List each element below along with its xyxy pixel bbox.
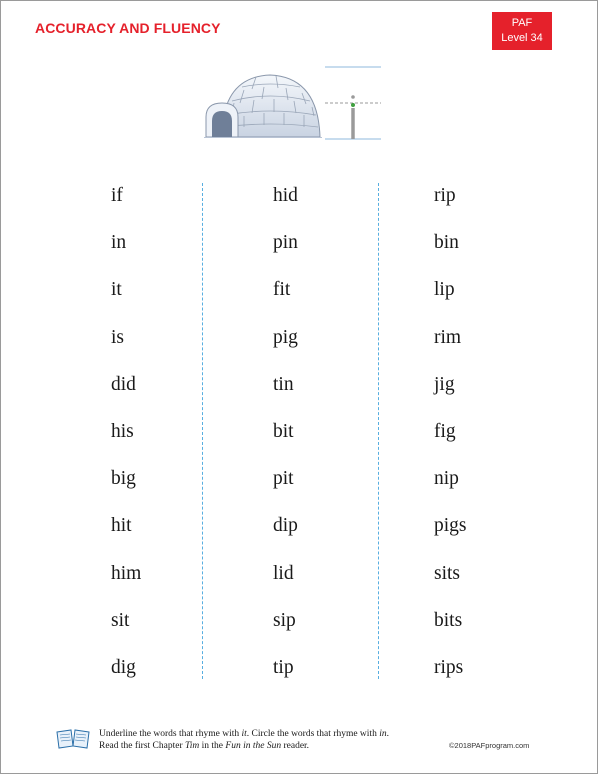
instruction-line-1: Underline the words that rhyme with it. Circle the words that rhyme with in.: [99, 729, 389, 739]
igloo-icon: [204, 63, 324, 143]
word: bits: [434, 609, 463, 631]
word: bit: [273, 420, 294, 442]
badge-program: PAF: [511, 17, 533, 29]
word: sit: [111, 609, 130, 631]
word: him: [111, 562, 142, 584]
word-column-1: [111, 179, 231, 698]
word: lip: [434, 279, 455, 301]
word: nip: [434, 468, 459, 490]
word: if: [111, 185, 123, 206]
copyright: ©2018PAFprogram.com: [449, 741, 530, 750]
open-book-icon: [55, 726, 91, 750]
word: pigs: [434, 515, 467, 537]
word: sits: [434, 562, 461, 584]
word: pin: [273, 232, 298, 254]
word: did: [111, 373, 136, 395]
instructions: [99, 728, 459, 752]
word: jig: [434, 373, 455, 395]
instruction-line-2: Read the first Chapter Tim in the Fun in the Sun reader.: [99, 741, 310, 751]
letter-i-writing-guide-icon: [325, 63, 383, 143]
word: tin: [273, 373, 294, 395]
column-divider: [202, 183, 203, 679]
word: in: [111, 232, 127, 254]
word-column-3: [434, 179, 554, 698]
badge-level: Level 34: [501, 32, 543, 44]
page-title: ACCURACY AND FLUENCY: [35, 20, 221, 36]
word: hid: [273, 185, 298, 206]
word: rips: [434, 656, 464, 678]
word: hit: [111, 515, 132, 537]
word: pit: [273, 468, 294, 490]
word: fit: [273, 279, 291, 301]
word: dip: [273, 515, 298, 537]
word: bin: [434, 232, 459, 254]
word: dig: [111, 656, 136, 678]
level-badge: [492, 12, 552, 50]
word: rip: [434, 185, 456, 206]
word: it: [111, 279, 122, 301]
column-divider: [378, 183, 379, 679]
word: rim: [434, 326, 462, 348]
word: big: [111, 468, 136, 490]
word-column-2: [273, 179, 393, 698]
word: fig: [434, 420, 456, 442]
word: is: [111, 326, 125, 348]
word: pig: [273, 326, 298, 348]
word: lid: [273, 562, 294, 584]
word: his: [111, 420, 134, 442]
word: tip: [273, 656, 294, 678]
word: sip: [273, 609, 296, 631]
